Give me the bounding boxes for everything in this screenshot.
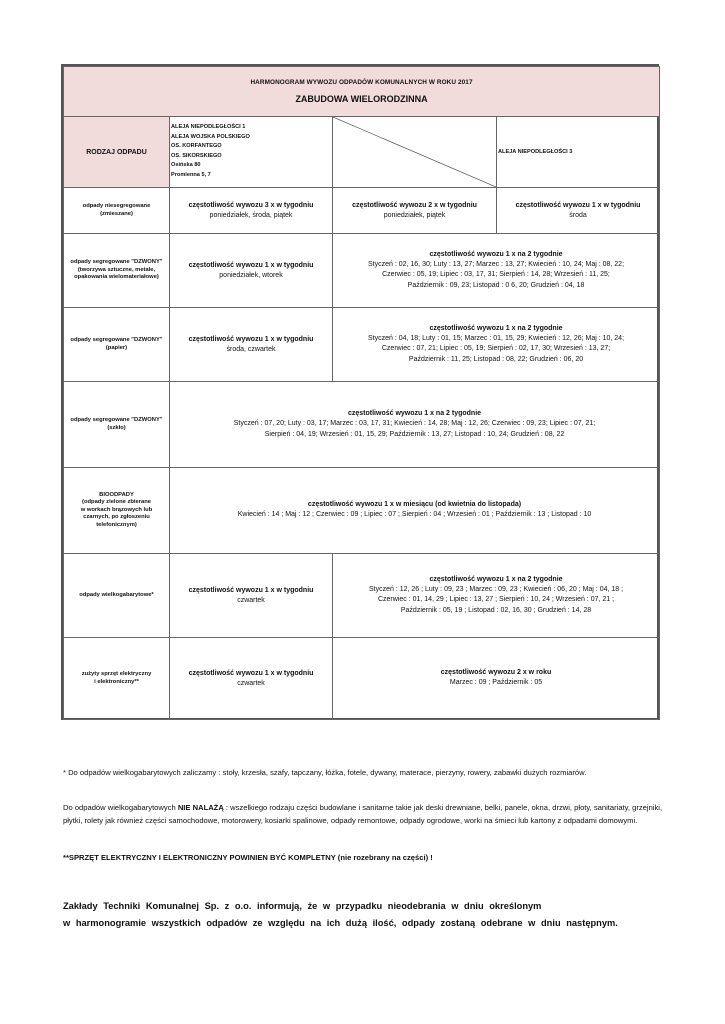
- waste-type-line: czarnych, po zgłoszeniu: [83, 514, 150, 521]
- dates-line: Czerwiec : 01, 14, 29 ; Lipiec : 13, 27 ; Sierpień : 10, 24 ; Wrzesień : 07, 21 ;: [377, 596, 615, 604]
- schedule-subtitle: ZABUDOWA WIELORODZINNA: [295, 94, 428, 104]
- note-emphasis: NIE NALAŻĄ: [177, 803, 224, 812]
- column-header-empty-diagonal: [333, 117, 497, 188]
- waste-type-cell: [64, 188, 170, 234]
- dates-line: Kwiecień : 14 ; Maj : 12 ; Czerwiec : 09 ; Lipiec : 07 ; Sierpień : 04 ; Wrzesień : 01 ; Październik : 13 ; Listopad : 10: [237, 511, 592, 519]
- dates-line: Październik : 11, 25; Listopad : 08, 22; Grudzień : 06, 20: [408, 355, 584, 363]
- waste-type-line: (odpady zielone zbierane: [82, 499, 151, 506]
- schedule-cell: [333, 554, 660, 638]
- company-notice: [63, 898, 663, 931]
- days-text: czwartek: [237, 596, 265, 604]
- waste-type-line: w workach brązowych lub: [80, 506, 153, 513]
- area-line: OS. KORFANTEGO: [171, 143, 222, 150]
- dates-line: Styczeń : 12, 26 ; Luty : 09, 23 ; Marzec : 09, 23 ; Kwiecień : 06, 20 ; Maj : 04, 18 ;: [368, 586, 624, 594]
- diagonal-line: [333, 117, 496, 187]
- schedule-title: HARMONOGRAM WYWOZU ODPADÓW KOMUNALNYCH W ROKU 2017: [250, 79, 473, 86]
- note-text: : wszelkiego rodzaju części budowlane i sanitarne takie jak deski drewniane, belki, panele, okna, drzwi, płoty, sanitariaty, grzejniki, płytki, rolety jak również części samochodowe, motorowery, kosiarki spalinowe, odpady remontowe, odpady ogrodowe, worki na śmieci lub kartony z odpadami domowymi.: [63, 803, 663, 825]
- schedule-cell: [333, 188, 497, 234]
- frequency-text: częstotliwość wywozu 2 x w roku: [440, 669, 552, 677]
- frequency-text: częstotliwość wywozu 2 x w tygodniu: [352, 201, 477, 209]
- days-text: poniedziałek, piątek: [383, 211, 446, 219]
- waste-type-line: (papier): [105, 344, 128, 351]
- note-electronics: **SPRZĘT ELEKTRYCZNY I ELEKTRONICZNY POWINIEN BYĆ KOMPLETNY (nie rozebrany na części) !: [63, 853, 433, 862]
- waste-type-cell: [64, 468, 170, 554]
- frequency-text: częstotliwość wywozu 3 x w tygodniu: [188, 201, 314, 209]
- schedule-cell: [170, 554, 333, 638]
- waste-type-cell: [64, 382, 170, 468]
- frequency-text: częstotliwość wywozu 1 x na 2 tygodnie: [429, 251, 563, 259]
- frequency-text: częstotliwość wywozu 1 x na 2 tygodnie: [429, 325, 563, 333]
- notice-line: Zakłady Techniki Komunalnej Sp. z o.o. informują, że w przypadku nieodebrania w dniu określonym: [63, 901, 542, 911]
- dates-line: Styczeń : 07, 20; Luty : 03, 17; Marzec : 03, 17, 31; Kwiecień : 14, 28; Maj : 12, 26; Czerwiec : 09, 23; Lipiec : 07, 21;: [233, 420, 596, 428]
- frequency-text: częstotliwość wywozu 1 x na 2 tygodnie: [348, 410, 482, 418]
- dates-line: Czerwiec : 07, 21; Lipiec : 05, 19; Sierpień : 02, 17, 30; Wrzesień : 13, 27;: [381, 345, 611, 353]
- waste-type-line: odpady segregowane "DZWONY": [70, 416, 163, 423]
- days-text: poniedziałek, wtorek: [219, 271, 283, 279]
- waste-type-line: (tworzywa sztuczne, metale,: [77, 266, 156, 273]
- waste-type-line: odpady segregowane "DZWONY": [70, 336, 163, 343]
- waste-type-line: (zmieszane): [100, 210, 133, 217]
- dates-line: Czerwiec : 05, 19; Lipiec : 03, 17, 31; Sierpień : 14, 28; Wrzesień : 11, 25;: [382, 271, 610, 279]
- schedule-cell: [170, 308, 333, 382]
- waste-type-line: telefonicznym): [96, 521, 137, 528]
- note-not-bulky-waste: [63, 801, 663, 827]
- column-header-area-1: [170, 117, 333, 188]
- waste-type-line: opakowania wielomateriałowe): [74, 274, 159, 281]
- frequency-text: częstotliwość wywozu 1 x na 2 tygodnie: [429, 576, 563, 584]
- schedule-cell: [170, 638, 333, 720]
- table-row: [64, 638, 660, 720]
- days-text: środa: [569, 211, 587, 219]
- waste-type-cell: [64, 234, 170, 308]
- area-line: OS. SIKORSKIEGO: [171, 152, 222, 159]
- frequency-text: częstotliwość wywozu 1 x w tygodniu: [188, 335, 314, 343]
- frequency-text: częstotliwość wywozu 1 x w tygodniu: [515, 201, 641, 209]
- dates-line: Styczeń : 02, 16, 30; Luty : 13, 27; Marzec : 13, 27; Kwiecień : 10, 24; Maj : 08, 22;: [367, 261, 625, 269]
- area-line: Promienna 5, 7: [171, 171, 211, 178]
- days-text: środa, czwartek: [226, 345, 276, 353]
- dates-line: Październik : 09, 23; Listopad : 0 6, 20; Grudzień : 04, 18: [407, 281, 585, 289]
- area-line: ALEJA NIEPODLEGŁOŚCI 1: [171, 124, 246, 130]
- schedule-table: [61, 64, 659, 720]
- area-line: ALEJA WOJSKA POLSKIEGO: [171, 133, 250, 140]
- schedule-cell: [170, 188, 333, 234]
- frequency-text: częstotliwość wywozu 1 x w miesiącu (od kwietnia do listopada): [307, 501, 522, 509]
- table-row: [64, 468, 660, 554]
- table-row: [64, 554, 660, 638]
- waste-type-cell: [64, 308, 170, 382]
- waste-type-line: i elektroniczny**: [94, 678, 139, 685]
- column-header-area-3: ALEJA NIEPODLEGŁOŚCI 3: [497, 117, 660, 188]
- table-row: [64, 188, 660, 234]
- schedule-cell: [333, 308, 660, 382]
- schedule-cell: [333, 638, 660, 720]
- area-line: Osińska 80: [171, 162, 201, 169]
- dates-line: Październik : 05, 19 ; Listopad : 02, 16, 30 ; Grudzień : 14, 28: [400, 606, 592, 614]
- schedule-cell: [170, 382, 660, 468]
- dates-line: Marzec : 09 ; Październik : 05: [449, 679, 543, 687]
- table-row: [64, 308, 660, 382]
- days-text: czwartek: [237, 679, 265, 687]
- waste-type-cell: [64, 554, 170, 638]
- schedule-cell: [333, 234, 660, 308]
- table-row: [64, 382, 660, 468]
- dates-line: Sierpień : 04, 19; Wrzesień : 01, 15, 29; Październik : 13, 27; Listopad : 10, 24; Grudzień : 08, 22: [264, 430, 565, 438]
- days-text: poniedziałek, środa, piątek: [209, 211, 293, 219]
- waste-type-cell: [64, 638, 170, 720]
- waste-type-line: odpady wielkogabarytowe*: [79, 591, 154, 598]
- frequency-text: częstotliwość wywozu 1 x w tygodniu: [188, 586, 314, 594]
- waste-type-line: zużyty sprzęt elektryczny: [81, 670, 152, 677]
- schedule-cell: [497, 188, 660, 234]
- table-row: [64, 234, 660, 308]
- dates-line: Styczeń : 04, 18; Luty : 01, 15; Marzec : 01, 15, 29; Kwiecień : 12, 26; Maj : 10, 24;: [367, 335, 625, 343]
- frequency-text: częstotliwość wywozu 1 x w tygodniu: [188, 669, 314, 677]
- waste-type-line: BIOODPADY: [99, 491, 134, 498]
- schedule-cell: [170, 468, 660, 554]
- notice-line: w harmonogramie wszystkich odpadów ze względu na ich dużą ilość, odpady zostaną odebrane w dniu następnym.: [63, 917, 618, 928]
- waste-type-line: odpady niesegregowane: [82, 202, 151, 209]
- waste-type-line: (szkło): [107, 424, 126, 431]
- schedule-cell: [170, 234, 333, 308]
- frequency-text: częstotliwość wywozu 1 x w tygodniu: [188, 261, 314, 269]
- table-header: [64, 67, 660, 117]
- note-text: Do odpadów wielkogabarytowych: [63, 803, 178, 812]
- column-header-waste-type: RODZAJ ODPADU: [64, 117, 170, 188]
- waste-type-line: odpady segregowane "DZWONY": [70, 259, 163, 266]
- note-bulky-waste: * Do odpadów wielkogabarytowych zaliczamy : stoły, krzesła, szafy, tapczany, łóżka, fotele, dywany, materace, pierzyny, rowery, zabawki dużych rozmiarów.: [63, 768, 587, 777]
